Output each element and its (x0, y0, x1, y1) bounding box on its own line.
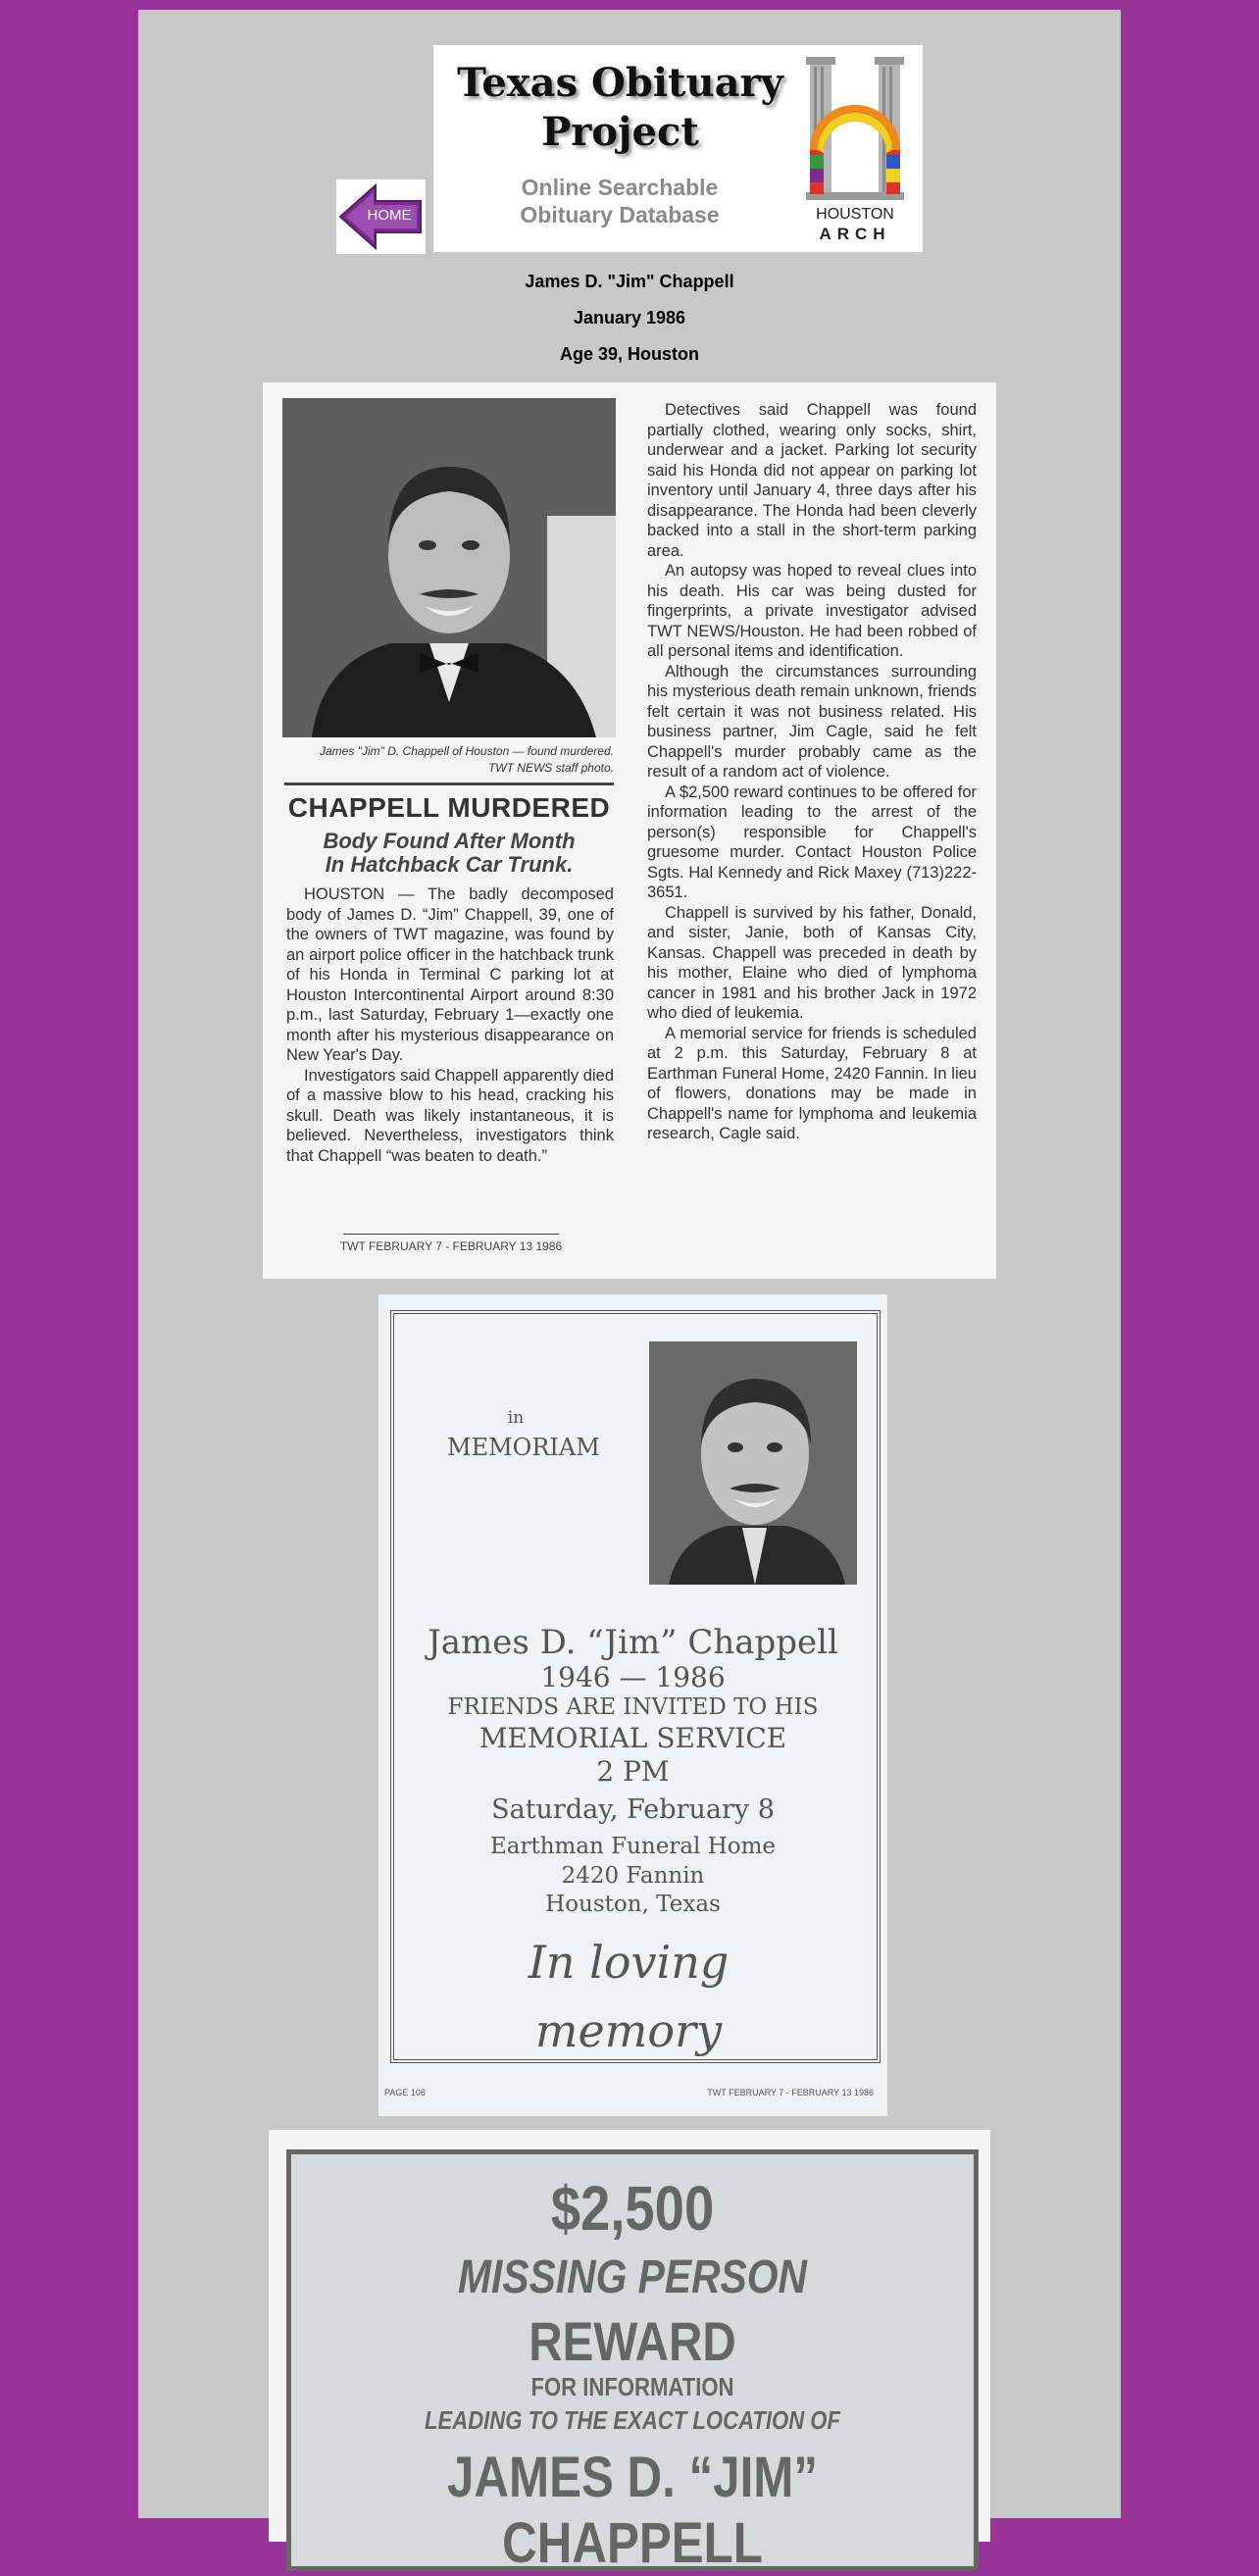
site-title-line2: Project (541, 109, 699, 155)
home-label: HOME (367, 207, 412, 224)
memorial-invite: FRIENDS ARE INVITED TO HIS (447, 1694, 819, 1720)
article-photo (282, 398, 616, 737)
memorial-service: MEMORIAL SERVICE (478, 1722, 787, 1754)
memorial-street: 2420 Fannin (561, 1863, 705, 1889)
site-subtitle-line2: Obituary Database (520, 202, 720, 227)
site-logo-banner (433, 45, 923, 252)
home-button[interactable] (336, 179, 426, 254)
article-right-column (647, 400, 977, 1144)
article-paragraph: Although the circumstances surrounding his mysterious death remain unknown, friends felt certain it was not business related. His business partner, Jim Cagle, said he felt Chappell's murder probably came as the result of a random act of violence. (647, 662, 977, 781)
memorial-city: Houston, Texas (545, 1892, 721, 1917)
article-paragraph: HOUSTON — The badly decomposed body of James D. “Jim” Chappell, 39, one of the owners of TWT magazine, was found by an airport police officer in the hatchback trunk of his Honda in Terminal C parking lot at Houston Intercontinental Airport around 8:30 p.m., last Saturday, February 1—exactly one month after his mysterious disappearance on New Year's Day. (286, 885, 614, 1064)
houston-arch-logo (804, 57, 906, 245)
photo-caption-line1: James "Jim" D. Chappell of Houston — found murdered. (320, 744, 614, 758)
memorial-funeral-home: Earthman Funeral Home (489, 1834, 777, 1859)
site-title (451, 59, 789, 157)
subheadline-line2: In Hatchback Car Trunk. (325, 852, 574, 877)
article-paragraph: Chappell is survived by his father, Donald, and sister, Janie, both of Kansas City, Kansas. Chappell was preceded in death by his mother, Elaine who died of lymphoma cancer in 1981 and his brother Jack in 1972 who died of leukemia. (647, 903, 977, 1022)
memorial-card-scan (378, 1294, 887, 2116)
site-subtitle (492, 174, 747, 228)
memorial-photo (649, 1341, 857, 1585)
divider (343, 1234, 559, 1235)
site-title-line1: Texas Obituary (457, 60, 783, 106)
site-subtitle-line1: Online Searchable (521, 175, 719, 200)
reward-line4: LEADING TO THE EXACT LOCATION OF (425, 2405, 840, 2435)
memorial-page-number: PAGE 106 (384, 2088, 426, 2097)
memorial-memoriam: MEMORIAM (447, 1434, 600, 1461)
reward-poster-scan (269, 2130, 990, 2575)
death-date: January 1986 (573, 308, 686, 328)
article-headline: CHAPPELL MURDERED (287, 792, 611, 823)
article-paragraph: An autopsy was hoped to reveal clues into his death. His car was being dusted for fingerprints, a private investigator advised TWT NEWS/Houston. He had been robbed of all personal items and identification. (647, 562, 977, 660)
reward-line3: FOR INFORMATION (530, 2372, 734, 2401)
deceased-name: James D. "Jim" Chappell (525, 272, 734, 291)
memorial-time: 2 PM (596, 1755, 670, 1788)
article-paragraph: Detectives said Chappell was found partially clothed, wearing only socks, shirt, underwear and a jacket. Parking lot security said his Honda did not appear on parking lot inventory until January 4, three days after his disappearance. The Honda had been cleverly backed into a stall in the short-term parking area. (647, 401, 977, 560)
memorial-in: in (507, 1408, 525, 1428)
memorial-script: In loving memory (528, 1936, 730, 2057)
divider (284, 783, 614, 785)
article-subheadline (284, 830, 614, 877)
arch-label-houston: HOUSTON (816, 206, 894, 223)
photo-caption-line2: TWT NEWS staff photo. (487, 761, 614, 775)
arch-columns-icon (804, 57, 906, 204)
memorial-day: Saturday, February 8 (491, 1794, 775, 1825)
reward-line2: REWARD (529, 2310, 736, 2372)
page-container (138, 10, 1121, 2575)
memorial-name: James D. “Jim” Chappell (428, 1623, 838, 1662)
memorial-years: 1946 — 1986 (540, 1661, 726, 1693)
newspaper-article-scan (263, 382, 996, 1279)
memorial-footer: TWT FEBRUARY 7 - FEBRUARY 13 1986 (707, 2088, 874, 2097)
article-paragraph: A memorial service for friends is scheduled at 2 p.m. this Saturday, February 8 at Earthman Funeral Home, 2420 Fannin. In lieu of flowers, donations may be made in Chappell's name for lymphoma and leukemia research, Cagle said. (647, 1024, 977, 1142)
subheadline-line1: Body Found After Month (323, 829, 576, 853)
article-left-column (286, 884, 614, 1166)
arch-label-arch: ARCH (819, 225, 891, 243)
reward-line1: MISSING PERSON (458, 2251, 807, 2303)
reward-line5: JAMES D. “JIM” CHAPPELL (446, 2446, 819, 2575)
article-paragraph: Investigators said Chappell apparently died of a massive blow to his head, cracking his skull. Death was likely instantaneous, it is believed. Nevertheless, investigators think that Chappell “was beaten to death.” (286, 1066, 614, 1165)
age-and-place: Age 39, Houston (559, 344, 699, 364)
reward-amount: $2,500 (550, 2173, 715, 2244)
article-paragraph: A $2,500 reward continues to be offered for information leading to the arrest of the person(s) responsible for Chappell's gruesome murder. Contact Houston Police Sgts. Hal Kennedy and Rick Maxey (713)222-3651. (647, 783, 977, 901)
reward-frame (286, 2149, 979, 2575)
article-footer: TWT FEBRUARY 7 - FEBRUARY 13 1986 (339, 1239, 563, 1253)
photo-caption (284, 743, 614, 777)
